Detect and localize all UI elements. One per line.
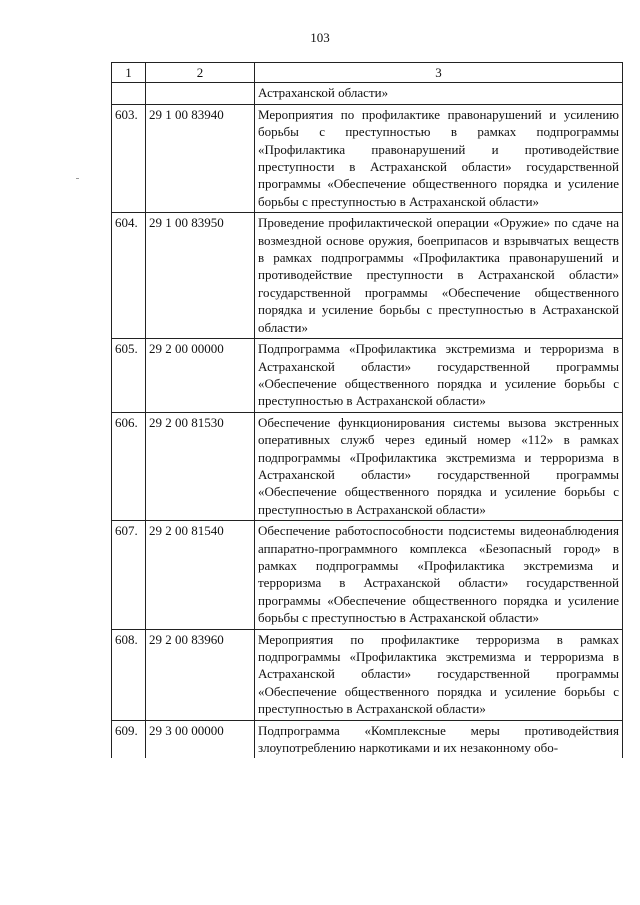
classification-code: 29 3 00 00000	[146, 720, 255, 758]
row-number: 609.	[112, 720, 146, 758]
row-number	[112, 83, 146, 104]
row-description: Проведение профилактической операции «Оружие» по сдаче на возмездной основе оружия, боеприпасов и взрывчатых веществ в рамках подпрограммы «Профилактика правонарушений и противодействие преступности в Астраханской области» государственной программы «Обеспечение общественного порядка и усиление борьбы с преступностью в Астраханской области»	[255, 213, 623, 339]
table-row	[112, 521, 623, 629]
scan-artifact	[76, 178, 79, 179]
row-description: Мероприятия по профилактике терроризма в рамках подпрограммы «Профилактика экстремизма и терроризма в Астраханской области» государственной программы «Обеспечение общественного порядка и усиление борьбы с преступностью в Астраханской области»	[255, 629, 623, 720]
row-number: 608.	[112, 629, 146, 720]
classification-code: 29 1 00 83950	[146, 213, 255, 339]
table-row	[112, 339, 623, 413]
classification-code	[146, 83, 255, 104]
classification-code: 29 2 00 83960	[146, 629, 255, 720]
table-row	[112, 629, 623, 720]
table-row	[112, 213, 623, 339]
budget-classification-table	[111, 62, 623, 758]
table-row	[112, 720, 623, 758]
row-description: Мероприятия по профилактике правонарушений и усилению борьбы с преступностью в рамках подпрограммы «Профилактика правонарушений и противодействие преступности в Астраханской области» государственной программы «Обеспечение общественного порядка и усиление борьбы с преступностью в Астраханской области»	[255, 104, 623, 212]
row-description: Обеспечение функционирования системы вызова экстренных оперативных служб через единый номер «112» в рамках подпрограммы «Профилактика экстремизма и терроризма в Астраханской области» государственной программы «Обеспечение общественного порядка и усиление борьбы с преступностью в Астраханской области»	[255, 412, 623, 520]
row-description: Подпрограмма «Комплексные меры противодействия злоупотреблению наркотиками и их незаконному обо-	[255, 720, 623, 758]
row-description: Обеспечение работоспособности подсистемы видеонаблюдения аппаратно-программного комплекса «Безопасный город» в рамках подпрограммы «Профилактика экстремизма и терроризма в Астраханской области» государственной программы «Обеспечение общественного порядка и усиление борьбы с преступностью в Астраханской области»	[255, 521, 623, 629]
table-header-row	[112, 63, 623, 83]
table-row	[112, 104, 623, 212]
classification-code: 29 1 00 83940	[146, 104, 255, 212]
table-row	[112, 412, 623, 520]
column-header: 3	[255, 63, 623, 83]
row-description: Подпрограмма «Профилактика экстремизма и терроризма в Астраханской области» государственной программы «Обеспечение общественного порядка и усиление борьбы с преступностью в Астраханской области»	[255, 339, 623, 413]
row-number: 605.	[112, 339, 146, 413]
page-number: 103	[310, 30, 330, 45]
row-number: 607.	[112, 521, 146, 629]
classification-code: 29 2 00 81540	[146, 521, 255, 629]
row-number: 604.	[112, 213, 146, 339]
row-number: 603.	[112, 104, 146, 212]
row-number: 606.	[112, 412, 146, 520]
classification-code: 29 2 00 00000	[146, 339, 255, 413]
table-row	[112, 83, 623, 104]
column-header: 1	[112, 63, 146, 83]
row-description: Астраханской области»	[255, 83, 623, 104]
classification-code: 29 2 00 81530	[146, 412, 255, 520]
column-header: 2	[146, 63, 255, 83]
